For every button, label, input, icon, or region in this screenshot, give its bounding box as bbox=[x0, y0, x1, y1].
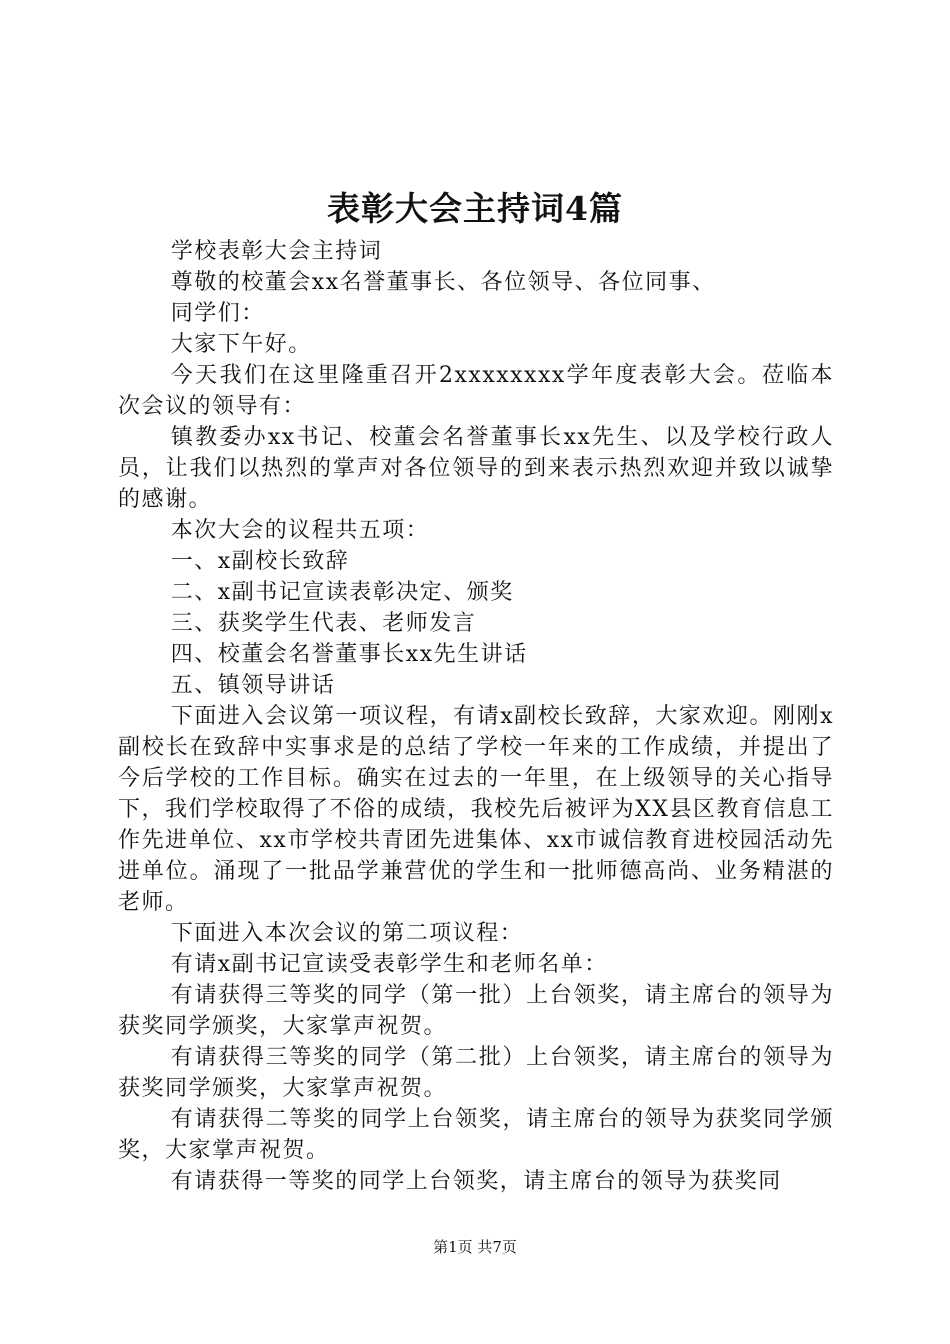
paragraph: 有请获得三等奖的同学（第二批）上台领奖，请主席台的领导为获奖同学颁奖，大家掌声祝贺。 bbox=[118, 1045, 834, 1101]
paragraph: 尊敬的校董会xx名誉董事长、各位领导、各位同事、 bbox=[170, 270, 716, 295]
paragraph: 今天我们在这里隆重召开2xxxxxxxx学年度表彰大会。莅临本次会议的领导有： bbox=[118, 363, 834, 419]
agenda-item: 五、镇领导讲话 bbox=[170, 673, 336, 698]
document-title: 表彰大会主持词4篇 bbox=[327, 189, 623, 228]
paragraph: 有请获得三等奖的同学（第一批）上台领奖，请主席台的领导为获奖同学颁奖，大家掌声祝贺。 bbox=[118, 983, 834, 1039]
page-number-footer: 第1页 共7页 bbox=[433, 1238, 517, 1256]
document-body bbox=[118, 236, 834, 1197]
paragraph: 有请x副书记宣读受表彰学生和老师名单： bbox=[170, 952, 608, 977]
paragraph: 本次大会的议程共五项： bbox=[170, 518, 430, 543]
paragraph: 下面进入会议第一项议程，有请x副校长致辞，大家欢迎。刚刚x副校长在致辞中实事求是的总结了学校一年来的工作成绩，并提出了今后学校的工作目标。确实在过去的一年里，在上级领导的关心指导下，我们学校取得了不俗的成绩，我校先后被评为XX县区教育信息工作先进单位、xx市学校共青团先进集体、xx市诚信教育进校园活动先进单位。涌现了一批品学兼营优的学生和一批师德高尚、业务精湛的老师。 bbox=[118, 704, 834, 915]
paragraph: 有请获得二等奖的同学上台领奖，请主席台的领导为获奖同学颁奖，大家掌声祝贺。 bbox=[118, 1107, 834, 1163]
agenda-item: 二、x副书记宣读表彰决定、颁奖 bbox=[170, 580, 514, 605]
paragraph: 镇教委办xx书记、校董会名誉董事长xx先生、以及学校行政人员，让我们以热烈的掌声对各位领导的到来表示热烈欢迎并致以诚挚的感谢。 bbox=[118, 425, 834, 512]
paragraph: 有请获得一等奖的同学上台领奖，请主席台的领导为获奖同 bbox=[170, 1169, 782, 1194]
paragraph: 同学们： bbox=[170, 301, 265, 326]
agenda-item: 一、x副校长致辞 bbox=[170, 549, 350, 574]
paragraph: 下面进入本次会议的第二项议程： bbox=[170, 921, 524, 946]
agenda-item: 三、获奖学生代表、老师发言 bbox=[170, 611, 477, 636]
agenda-item: 四、校董会名誉董事长xx先生讲话 bbox=[170, 642, 528, 667]
paragraph: 大家下午好。 bbox=[170, 332, 312, 357]
paragraph: 学校表彰大会主持词 bbox=[170, 239, 383, 264]
